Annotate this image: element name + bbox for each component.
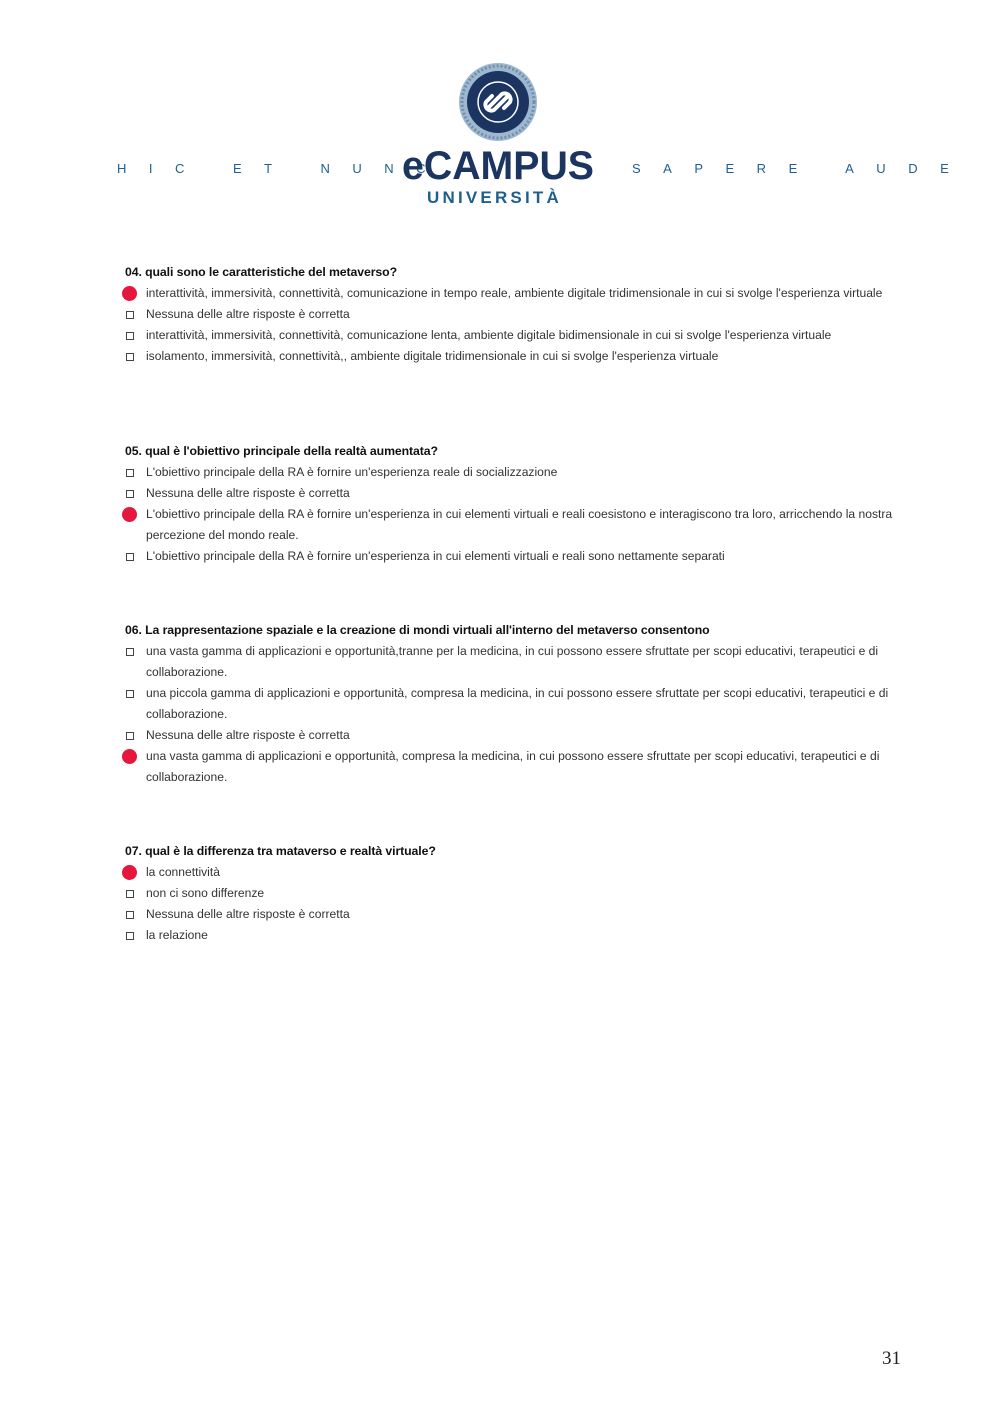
question-06 [125, 620, 935, 788]
option-text: interattività, immersività, connettività, comunicazione in tempo reale, ambiente digitale tridimensionale in cui si svolge l'esperienza virtuale [146, 286, 883, 300]
option-text: interattività, immersività, connettività, comunicazione lenta, ambiente digitale bidimensionale in cui si svolge l'esperienza virtuale [146, 328, 832, 342]
question-title: 06. La rappresentazione spaziale e la creazione di mondi virtuali all'interno del metaverso consentono [125, 623, 710, 637]
option-text: una piccola gamma di applicazioni e opportunità, compresa la medicina, in cui possono essere sfruttate per scopi educativi, terapeutici e di collaborazione. [146, 686, 889, 721]
option-text: la relazione [146, 928, 208, 942]
answer-option[interactable] [125, 304, 935, 325]
answer-option[interactable] [125, 283, 935, 304]
checkbox-icon[interactable] [126, 690, 134, 698]
option-text: non ci sono differenze [146, 886, 265, 900]
question-07 [125, 841, 935, 946]
option-text: una vasta gamma di applicazioni e opportunità,tranne per la medicina, in cui possono essere sfruttate per scopi educativi, terapeutici e di collaborazione. [146, 644, 879, 679]
logo-subtitle: UNIVERSITÀ [427, 188, 562, 207]
answer-option[interactable] [125, 546, 935, 567]
answer-option[interactable] [125, 725, 935, 746]
answer-option[interactable] [125, 683, 935, 725]
checkbox-icon[interactable] [126, 553, 134, 561]
checkbox-icon[interactable] [126, 311, 134, 319]
answer-option[interactable] [125, 346, 935, 367]
checkbox-icon[interactable] [126, 890, 134, 898]
checkbox-icon[interactable] [126, 490, 134, 498]
checkbox-icon[interactable] [126, 332, 134, 340]
motto-right: SAPERE AUDE [632, 161, 972, 176]
option-text: Nessuna delle altre risposte è corretta [146, 307, 350, 321]
option-text: Nessuna delle altre risposte è corretta [146, 486, 350, 500]
option-text: Nessuna delle altre risposte è corretta [146, 728, 350, 742]
option-text: la connettività [146, 865, 220, 879]
answer-option[interactable] [125, 325, 935, 346]
answer-option[interactable] [125, 641, 935, 683]
answer-option[interactable] [125, 462, 935, 483]
option-text: isolamento, immersività, connettività,, ambiente digitale tridimensionale in cui si svolge l'esperienza virtuale [146, 349, 719, 363]
question-05 [125, 441, 935, 567]
ecampus-wordmark [402, 145, 596, 187]
question-title: 05. qual è l'obiettivo principale della realtà aumentata? [125, 444, 438, 458]
checkbox-icon[interactable] [126, 732, 134, 740]
motto-left: HIC ET NUNC [117, 161, 449, 176]
option-text: L'obiettivo principale della RA è fornire un'esperienza in cui elementi virtuali e reali sono nettamente separati [146, 549, 725, 563]
option-text: L'obiettivo principale della RA è fornire un'esperienza in cui elementi virtuali e reali coesistono e interagiscono tra loro, arricchendo la nostra percezione del mondo reale. [146, 507, 893, 542]
answer-option[interactable] [125, 862, 935, 883]
selected-marker-icon [122, 507, 137, 522]
checkbox-icon[interactable] [126, 469, 134, 477]
answer-option[interactable] [125, 746, 935, 788]
checkbox-icon[interactable] [126, 353, 134, 361]
logo-name: eCAMPUS [402, 145, 594, 187]
answer-option[interactable] [125, 904, 935, 925]
university-seal-icon [458, 62, 538, 142]
page-header [0, 0, 1000, 230]
page-number: 31 [882, 1348, 901, 1369]
answer-option[interactable] [125, 883, 935, 904]
selected-marker-icon [122, 749, 137, 764]
checkbox-icon[interactable] [126, 648, 134, 656]
question-title: 04. quali sono le caratteristiche del metaverso? [125, 265, 397, 279]
answer-option[interactable] [125, 925, 935, 946]
option-text: Nessuna delle altre risposte è corretta [146, 907, 350, 921]
selected-marker-icon [122, 865, 137, 880]
checkbox-icon[interactable] [126, 911, 134, 919]
question-title: 07. qual è la differenza tra mataverso e realtà virtuale? [125, 844, 436, 858]
answer-option[interactable] [125, 504, 935, 546]
checkbox-icon[interactable] [126, 932, 134, 940]
question-04 [125, 262, 935, 367]
option-text: una vasta gamma di applicazioni e opportunità, compresa la medicina, in cui possono essere sfruttate per scopi educativi, terapeutici e di collaborazione. [146, 749, 880, 784]
answer-option[interactable] [125, 483, 935, 504]
option-text: L'obiettivo principale della RA è fornire un'esperienza reale di socializzazione [146, 465, 558, 479]
selected-marker-icon [122, 286, 137, 301]
